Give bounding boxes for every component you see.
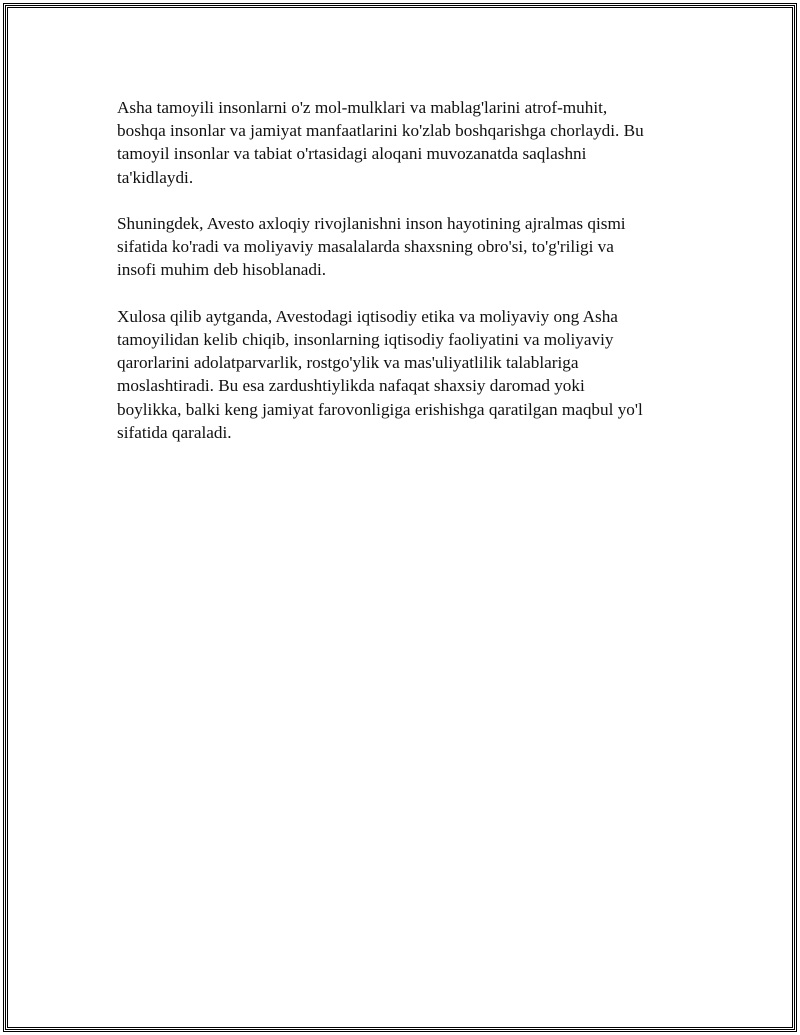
paragraph-asha-principle: Asha tamoyili insonlarni o'z mol-mulklari va mablag'larini atrof-muhit, boshqa insonlar va jamiyat manfaatlarini ko'zlab boshqarishga chorlaydi. Bu tamoyil insonlar va tabiat o'rtasidagi aloqani muvozanatda saqlashni ta'kidlaydi.	[117, 98, 644, 187]
paragraph-moral-development: Shuningdek, Avesto axloqiy rivojlanishni inson hayotining ajralmas qismi sifatida ko'radi va moliyaviy masalalarda shaxsning obro'si, to'g'riligi va insofi muhim deb hisoblanadi.	[117, 214, 626, 280]
page-border	[3, 3, 797, 1032]
paragraph-conclusion: Xulosa qilib aytganda, Avestodagi iqtisodiy etika va moliyaviy ong Asha tamoyilidan kelib chiqib, insonlarning iqtisodiy faoliyatini va moliyaviy qarorlarini adolatparvarlik, rostgo'ylik va mas'uliyatlilik talablariga moslashtiradi. Bu esa zardushtiylikda nafaqat shaxsiy daromad yoki boylikka, balki keng jamiyat farovonligiga erishishga qaratilgan maqbul yo'l sifatida qaraladi.	[117, 306, 643, 442]
document-body	[117, 96, 697, 467]
